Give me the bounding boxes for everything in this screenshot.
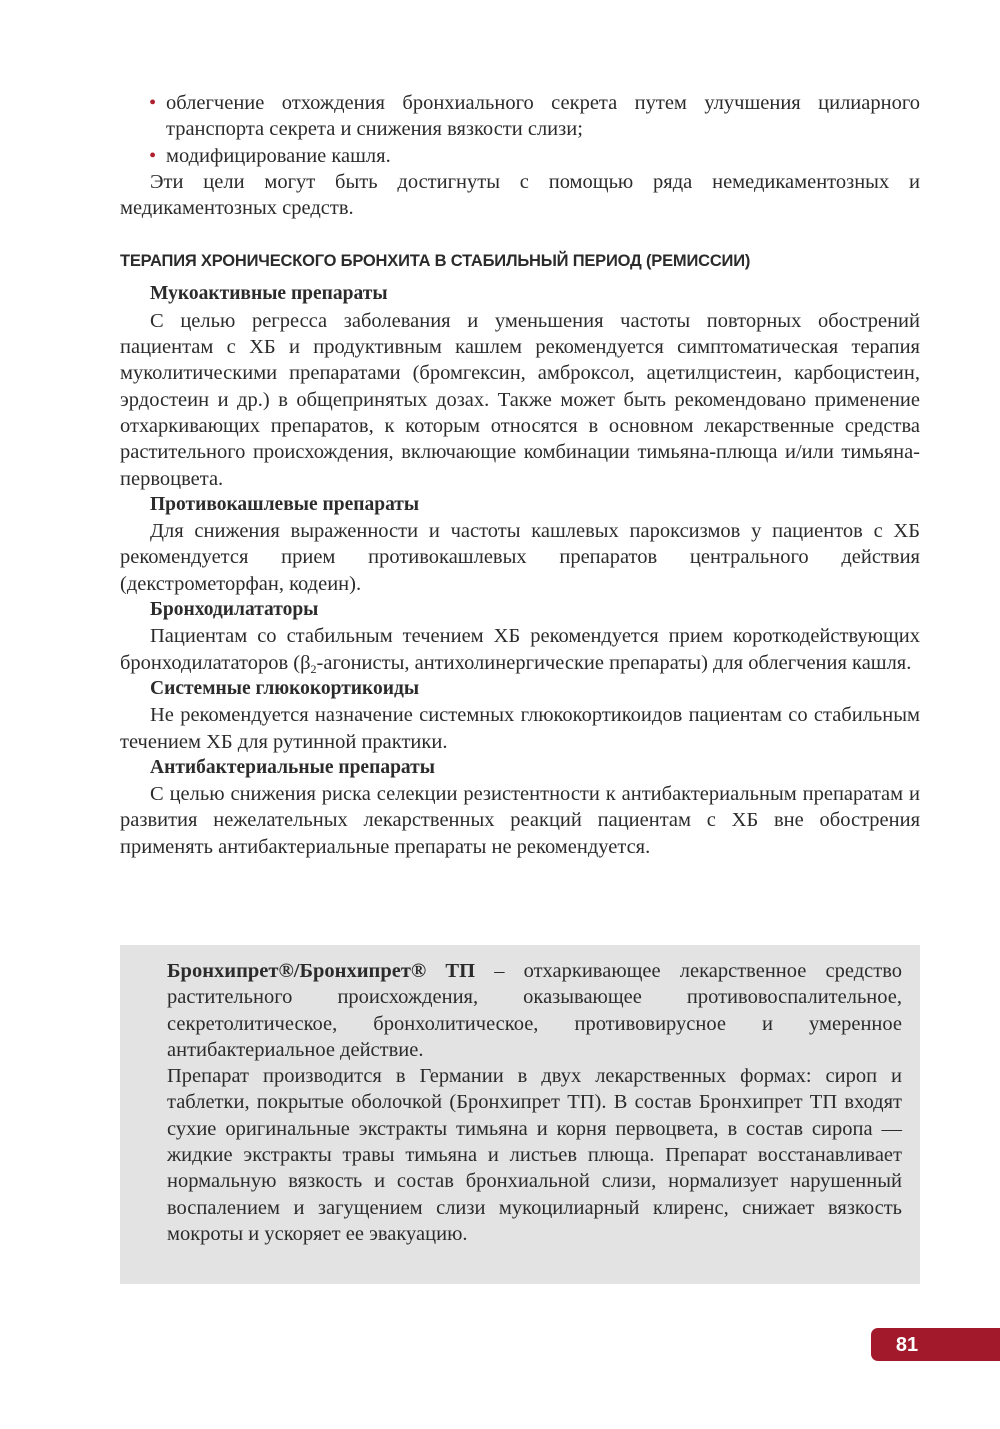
bullet-icon: •	[149, 144, 157, 167]
bullet-item	[120, 143, 920, 169]
paragraph-antibacterial: С целью снижения риска селекции резистентности к антибактериальным препаратам и развития нежелательных лекарственных реакций пациентам с ХБ вне обострения применять антибактериальные препараты не рекомендуется.	[120, 783, 920, 858]
bronchodilators-text-after: -агонисты, антихолинергические препараты) для облегчения кашля.	[316, 651, 912, 674]
bullet-text: облегчение отхождения бронхиального секрета путем улучшения цилиарного транспорта секрета и снижения вязкости слизи;	[166, 92, 920, 141]
subheading-glucocorticoids: Системные глюкокортикоиды	[150, 677, 420, 699]
page-content	[120, 90, 920, 860]
section-heading: ТЕРАПИЯ ХРОНИЧЕСКОГО БРОНХИТА В СТАБИЛЬНЫЙ ПЕРИОД (РЕМИССИИ)	[120, 252, 751, 271]
info-box	[120, 945, 920, 1284]
bullet-text: модифицирование кашля.	[166, 144, 391, 167]
info-box-paragraph-2: Препарат производится в Германии в двух лекарственных формах: сироп и таблетки, покрытые оболочкой (Бронхипрет ТП). В состав Бронхипрет ТП входят сухие оригинальные экстракты тимьяна и корня первоцвета, в состав сиропа — жидкие экстракты травы тимьяна и листьев плюща. Препарат восстанавливает нормальную вязкость и состав бронхиальной слизи, нормализует нарушенный воспалением и загущением слизи мукоцилиарный клиренс, снижает вязкость мокроты и ускоряет ее эвакуацию.	[167, 1065, 902, 1245]
bullet-item	[120, 90, 920, 143]
subheading-mucoactive: Мукоактивные препараты	[150, 283, 388, 305]
info-box-bold-lead: Бронхипрет®/Бронхипрет® ТП	[167, 960, 476, 982]
page-number: 81	[895, 1334, 919, 1356]
paragraph-bronchodilators	[120, 623, 920, 676]
subheading-antitussive: Противокашлевые препараты	[150, 493, 420, 515]
paragraph-glucocorticoids: Не рекомендуется назначение системных глюкокортикоидов пациентам со стабильным течением ХБ для рутинной практики.	[120, 704, 920, 753]
bronchodilators-subscript: 2	[310, 661, 317, 676]
page-number-tab	[871, 1328, 1000, 1361]
subheading-bronchodilators: Бронходилататоры	[150, 599, 319, 621]
intro-closing: Эти цели могут быть достигнуты с помощью ряда немедикаментозных и медикаментозных средств.	[120, 170, 920, 220]
bullet-icon: •	[149, 92, 157, 114]
info-box-p1-text: – отхаркивающее лекарственное средство растительного происхождения, оказывающее противовоспалительное, секретолитическое, бронхолитическое, противовирусное и умеренное антибактериальное действие.	[167, 960, 902, 1061]
paragraph-mucoactive: С целью регресса заболевания и уменьшения частоты повторных обострений пациентам с ХБ и продуктивным кашлем рекомендуется симптоматическая терапия муколитическими препаратами (бромгексин, амброксол, ацетилцистеин, карбоцистеин, эрдостеин и др.) в общепринятых дозах. Также может быть рекомендовано применение отхаркивающих препаратов, к которым относятся в основном лекарственные средства растительного происхождения, включающие комбинации тимьяна-плюща и/или тимьяна-первоцвета.	[120, 309, 920, 490]
paragraph-antitussive: Для снижения выраженности и частоты кашлевых пароксизмов у пациентов с ХБ рекомендуется прием противокашлевых препаратов центрального действия (декстрометорфан, кодеин).	[120, 520, 920, 595]
subheading-antibacterial: Антибактериальные препараты	[150, 756, 435, 778]
info-box-paragraph-1	[120, 958, 920, 1063]
bronchodilators-text-before: Пациентам со стабильным течением ХБ рекомендуется прием короткодействующих бронходилататоров (β	[120, 625, 920, 674]
